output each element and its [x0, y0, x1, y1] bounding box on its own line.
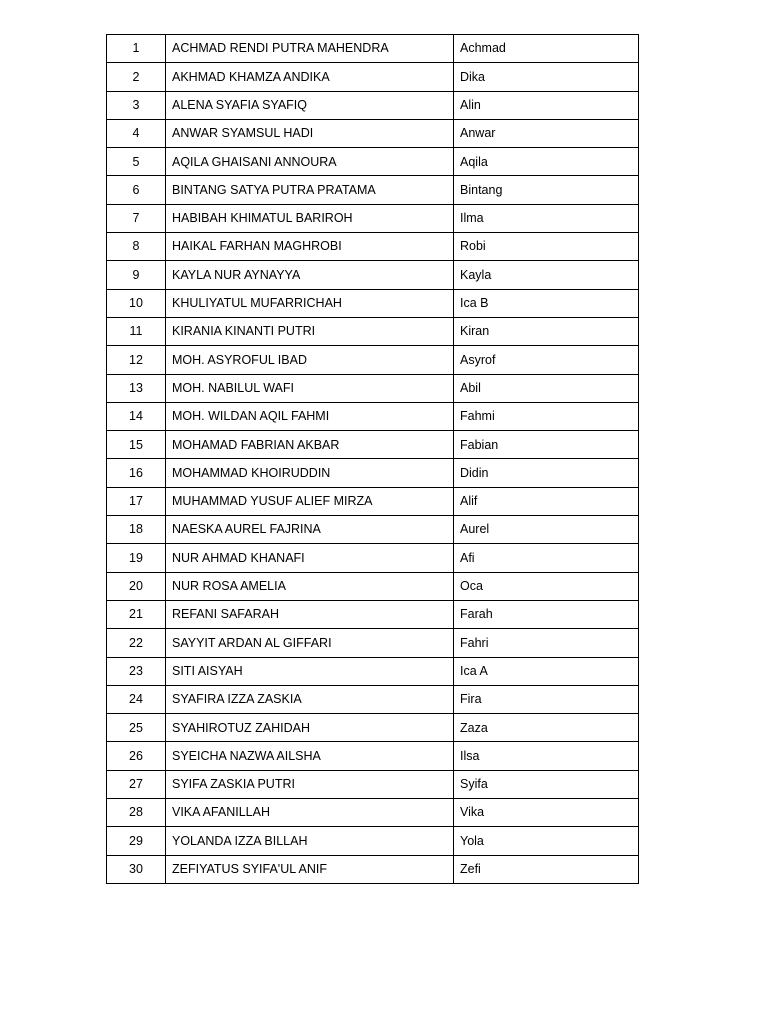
- nickname-cell: Kiran: [454, 317, 639, 345]
- roster-body: [107, 35, 639, 884]
- nickname-cell: Dika: [454, 63, 639, 91]
- nickname-cell: Afi: [454, 544, 639, 572]
- full-name-cell: SYIFA ZASKIA PUTRI: [166, 770, 454, 798]
- table-row: [107, 261, 639, 289]
- nickname-cell: Fira: [454, 685, 639, 713]
- full-name-cell: KIRANIA KINANTI PUTRI: [166, 317, 454, 345]
- table-row: [107, 572, 639, 600]
- row-number-cell: 20: [107, 572, 166, 600]
- full-name-cell: NAESKA AUREL FAJRINA: [166, 516, 454, 544]
- table-row: [107, 91, 639, 119]
- table-row: [107, 204, 639, 232]
- full-name-cell: REFANI SAFARAH: [166, 600, 454, 628]
- row-number-cell: 23: [107, 657, 166, 685]
- full-name-cell: SYAHIROTUZ ZAHIDAH: [166, 714, 454, 742]
- row-number-cell: 9: [107, 261, 166, 289]
- table-row: [107, 233, 639, 261]
- full-name-cell: NUR AHMAD KHANAFI: [166, 544, 454, 572]
- row-number-cell: 1: [107, 35, 166, 63]
- row-number-cell: 14: [107, 402, 166, 430]
- full-name-cell: KHULIYATUL MUFARRICHAH: [166, 289, 454, 317]
- row-number-cell: 11: [107, 317, 166, 345]
- nickname-cell: Asyrof: [454, 346, 639, 374]
- row-number-cell: 4: [107, 119, 166, 147]
- table-row: [107, 402, 639, 430]
- table-row: [107, 516, 639, 544]
- full-name-cell: VIKA AFANILLAH: [166, 799, 454, 827]
- table-row: [107, 487, 639, 515]
- table-row: [107, 714, 639, 742]
- nickname-cell: Farah: [454, 600, 639, 628]
- full-name-cell: ANWAR SYAMSUL HADI: [166, 119, 454, 147]
- table-row: [107, 63, 639, 91]
- table-row: [107, 459, 639, 487]
- nickname-cell: Kayla: [454, 261, 639, 289]
- full-name-cell: ZEFIYATUS SYIFA'UL ANIF: [166, 855, 454, 883]
- table-row: [107, 374, 639, 402]
- nickname-cell: Didin: [454, 459, 639, 487]
- full-name-cell: ACHMAD RENDI PUTRA MAHENDRA: [166, 35, 454, 63]
- row-number-cell: 2: [107, 63, 166, 91]
- nickname-cell: Ica A: [454, 657, 639, 685]
- row-number-cell: 7: [107, 204, 166, 232]
- nickname-cell: Robi: [454, 233, 639, 261]
- full-name-cell: MOHAMAD FABRIAN AKBAR: [166, 431, 454, 459]
- full-name-cell: BINTANG SATYA PUTRA PRATAMA: [166, 176, 454, 204]
- row-number-cell: 29: [107, 827, 166, 855]
- nickname-cell: Aurel: [454, 516, 639, 544]
- row-number-cell: 18: [107, 516, 166, 544]
- row-number-cell: 5: [107, 148, 166, 176]
- row-number-cell: 22: [107, 629, 166, 657]
- table-row: [107, 346, 639, 374]
- nickname-cell: Abil: [454, 374, 639, 402]
- full-name-cell: HAIKAL FARHAN MAGHROBI: [166, 233, 454, 261]
- full-name-cell: AKHMAD KHAMZA ANDIKA: [166, 63, 454, 91]
- student-roster-table: [106, 34, 639, 884]
- full-name-cell: YOLANDA IZZA BILLAH: [166, 827, 454, 855]
- full-name-cell: MOH. NABILUL WAFI: [166, 374, 454, 402]
- row-number-cell: 16: [107, 459, 166, 487]
- table-row: [107, 176, 639, 204]
- nickname-cell: Fahmi: [454, 402, 639, 430]
- nickname-cell: Zaza: [454, 714, 639, 742]
- nickname-cell: Bintang: [454, 176, 639, 204]
- table-row: [107, 685, 639, 713]
- nickname-cell: Fahri: [454, 629, 639, 657]
- table-row: [107, 289, 639, 317]
- full-name-cell: ALENA SYAFIA SYAFIQ: [166, 91, 454, 119]
- nickname-cell: Alin: [454, 91, 639, 119]
- full-name-cell: SYEICHA NAZWA AILSHA: [166, 742, 454, 770]
- row-number-cell: 13: [107, 374, 166, 402]
- row-number-cell: 30: [107, 855, 166, 883]
- nickname-cell: Ilma: [454, 204, 639, 232]
- table-row: [107, 742, 639, 770]
- full-name-cell: MOH. WILDAN AQIL FAHMI: [166, 402, 454, 430]
- row-number-cell: 25: [107, 714, 166, 742]
- table-row: [107, 544, 639, 572]
- row-number-cell: 3: [107, 91, 166, 119]
- nickname-cell: Zefi: [454, 855, 639, 883]
- row-number-cell: 17: [107, 487, 166, 515]
- table-row: [107, 770, 639, 798]
- full-name-cell: SAYYIT ARDAN AL GIFFARI: [166, 629, 454, 657]
- table-row: [107, 317, 639, 345]
- nickname-cell: Ilsa: [454, 742, 639, 770]
- full-name-cell: NUR ROSA AMELIA: [166, 572, 454, 600]
- row-number-cell: 26: [107, 742, 166, 770]
- nickname-cell: Oca: [454, 572, 639, 600]
- table-row: [107, 827, 639, 855]
- row-number-cell: 8: [107, 233, 166, 261]
- row-number-cell: 19: [107, 544, 166, 572]
- table-row: [107, 657, 639, 685]
- row-number-cell: 27: [107, 770, 166, 798]
- full-name-cell: MOHAMMAD KHOIRUDDIN: [166, 459, 454, 487]
- nickname-cell: Alif: [454, 487, 639, 515]
- full-name-cell: MOH. ASYROFUL IBAD: [166, 346, 454, 374]
- nickname-cell: Aqila: [454, 148, 639, 176]
- table-row: [107, 855, 639, 883]
- full-name-cell: AQILA GHAISANI ANNOURA: [166, 148, 454, 176]
- table-row: [107, 799, 639, 827]
- table-row: [107, 119, 639, 147]
- full-name-cell: SYAFIRA IZZA ZASKIA: [166, 685, 454, 713]
- table-row: [107, 431, 639, 459]
- nickname-cell: Fabian: [454, 431, 639, 459]
- full-name-cell: HABIBAH KHIMATUL BARIROH: [166, 204, 454, 232]
- table-row: [107, 629, 639, 657]
- row-number-cell: 21: [107, 600, 166, 628]
- table-row: [107, 148, 639, 176]
- nickname-cell: Syifa: [454, 770, 639, 798]
- full-name-cell: KAYLA NUR AYNAYYA: [166, 261, 454, 289]
- nickname-cell: Vika: [454, 799, 639, 827]
- table-row: [107, 35, 639, 63]
- row-number-cell: 12: [107, 346, 166, 374]
- nickname-cell: Ica B: [454, 289, 639, 317]
- full-name-cell: SITI AISYAH: [166, 657, 454, 685]
- nickname-cell: Yola: [454, 827, 639, 855]
- nickname-cell: Anwar: [454, 119, 639, 147]
- row-number-cell: 24: [107, 685, 166, 713]
- row-number-cell: 15: [107, 431, 166, 459]
- row-number-cell: 10: [107, 289, 166, 317]
- row-number-cell: 28: [107, 799, 166, 827]
- table-row: [107, 600, 639, 628]
- row-number-cell: 6: [107, 176, 166, 204]
- full-name-cell: MUHAMMAD YUSUF ALIEF MIRZA: [166, 487, 454, 515]
- nickname-cell: Achmad: [454, 35, 639, 63]
